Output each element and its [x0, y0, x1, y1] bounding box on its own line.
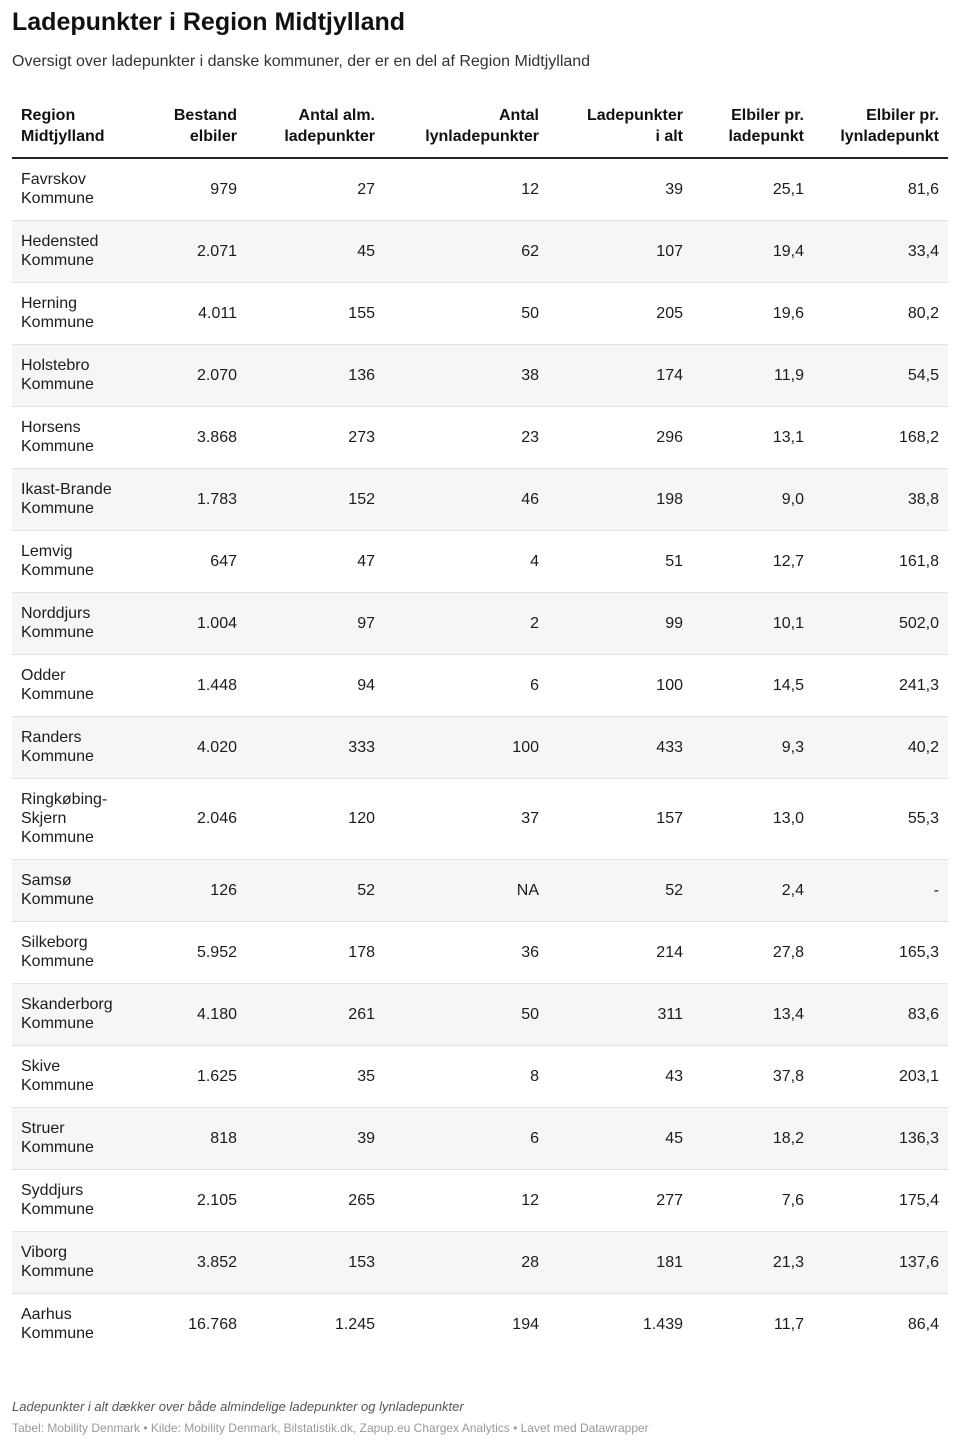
municipality-cell: [12, 654, 132, 716]
municipality-name-part: Kommune: [21, 1325, 94, 1343]
column-header-text: Midtjylland: [21, 128, 105, 145]
value-cell: 165,3: [813, 921, 948, 983]
value-cell: 27,8: [692, 921, 813, 983]
value-cell: 4: [384, 530, 548, 592]
value-cell: 99: [548, 592, 692, 654]
value-cell: 38,8: [813, 468, 948, 530]
municipality-cell: [12, 1045, 132, 1107]
data-table: [12, 95, 948, 1355]
column-header: [692, 95, 813, 158]
value-cell: 4.180: [132, 983, 246, 1045]
column-header-text: Elbiler pr.: [731, 107, 804, 124]
table-row: [12, 530, 948, 592]
value-cell: 18,2: [692, 1107, 813, 1169]
value-cell: 157: [548, 778, 692, 859]
value-cell: 1.625: [132, 1045, 246, 1107]
value-cell: 19,4: [692, 220, 813, 282]
municipality-cell: [12, 468, 132, 530]
value-cell: 1.439: [642, 1315, 683, 1333]
value-cell: 153: [246, 1231, 384, 1293]
value-cell: 28: [384, 1231, 548, 1293]
value-cell: 47: [246, 530, 384, 592]
value-cell: 13,4: [692, 983, 813, 1045]
municipality-name-part: Skive: [21, 1058, 61, 1075]
municipality-cell: [12, 1231, 132, 1293]
municipality-cell: [12, 716, 132, 778]
value-cell: 46: [384, 468, 548, 530]
value-cell: 83,6: [813, 983, 948, 1045]
column-header-text: Ladepunkter: [586, 107, 683, 124]
municipality-name-part: Horsens: [21, 419, 81, 436]
value-cell: 5.952: [132, 921, 246, 983]
value-cell: 43: [548, 1045, 692, 1107]
municipality-name-part: Kommune: [21, 1263, 94, 1280]
value-cell: 12,7: [692, 530, 813, 592]
column-header-text: lynladepunkter: [425, 128, 539, 145]
municipality-name-part: Aarhus: [21, 1306, 72, 1324]
column-header-text: Antal: [499, 107, 539, 124]
value-cell: 13,0: [692, 778, 813, 859]
value-cell: 277: [548, 1169, 692, 1231]
municipality-name-part: Ikast-Brande: [21, 481, 112, 498]
value-cell: 6: [384, 1107, 548, 1169]
municipality-name-part: Randers: [21, 729, 82, 746]
value-cell: 37: [384, 778, 548, 859]
column-header-text: Antal alm.: [298, 107, 375, 124]
table-row: [12, 468, 948, 530]
value-cell: 502,0: [813, 592, 948, 654]
value-cell: 2.105: [132, 1169, 246, 1231]
value-cell: 40,2: [813, 716, 948, 778]
value-cell: 137,6: [813, 1231, 948, 1293]
column-header: [246, 95, 384, 158]
value-cell: 126: [132, 859, 246, 921]
table-header: [12, 95, 948, 158]
footnote: Ladepunkter i alt dækker over både almindelige ladepunkter og lynladepunkter: [12, 1399, 464, 1414]
column-header-text: ladepunkter: [284, 128, 375, 145]
municipality-name-part: Hedensted: [21, 233, 99, 250]
value-cell: 161,8: [813, 530, 948, 592]
value-cell: 45: [246, 220, 384, 282]
value-cell: 2.046: [132, 778, 246, 859]
value-cell: 45: [548, 1107, 692, 1169]
value-cell: 80,2: [813, 282, 948, 344]
municipality-cell: [12, 921, 132, 983]
table-row: [12, 859, 948, 921]
value-cell: 7,6: [692, 1169, 813, 1231]
value-cell: 273: [246, 406, 384, 468]
value-cell: 2.070: [132, 344, 246, 406]
value-cell: 205: [548, 282, 692, 344]
column-header-text: Elbiler pr.: [866, 107, 939, 124]
value-cell: 52: [246, 859, 384, 921]
value-cell: 2,4: [692, 859, 813, 921]
value-cell: 94: [246, 654, 384, 716]
value-cell: 16.768: [188, 1315, 237, 1333]
value-cell: 333: [246, 716, 384, 778]
value-cell: 174: [548, 344, 692, 406]
value-cell: 23: [384, 406, 548, 468]
municipality-name-part: Kommune: [21, 1201, 94, 1218]
value-cell: 39: [548, 158, 692, 220]
value-cell: 12: [384, 158, 548, 220]
value-cell: 181: [548, 1231, 692, 1293]
table-row: [12, 716, 948, 778]
value-cell: 55,3: [813, 778, 948, 859]
value-cell: 1.783: [132, 468, 246, 530]
value-cell: 168,2: [813, 406, 948, 468]
value-cell: 36: [384, 921, 548, 983]
value-cell: 136: [246, 344, 384, 406]
value-cell: 50: [384, 983, 548, 1045]
municipality-cell: [12, 406, 132, 468]
municipality-name-part: Lemvig: [21, 543, 73, 560]
municipality-name-part: Kommune: [21, 190, 94, 208]
value-cell: 3.852: [132, 1231, 246, 1293]
municipality-name-part: Herning: [21, 295, 78, 312]
value-cell: 100: [384, 716, 548, 778]
value-cell: 9,3: [692, 716, 813, 778]
municipality-name-part: Kommune: [21, 1077, 94, 1094]
value-cell: 12: [384, 1169, 548, 1231]
value-cell: 50: [384, 282, 548, 344]
municipality-cell: [12, 1169, 132, 1231]
table-row: [12, 921, 948, 983]
value-cell: 1.245: [334, 1315, 375, 1333]
value-cell: 6: [384, 654, 548, 716]
municipality-name-part: Kommune: [21, 314, 94, 331]
column-header: [813, 95, 948, 158]
column-header-text: Bestand: [173, 107, 237, 124]
municipality-cell: [12, 1107, 132, 1169]
table-row: [12, 1231, 948, 1293]
value-cell: 4.020: [132, 716, 246, 778]
value-cell: 39: [246, 1107, 384, 1169]
value-cell: 1.004: [132, 592, 246, 654]
value-cell: 214: [548, 921, 692, 983]
column-header: [12, 95, 132, 158]
value-cell: 261: [246, 983, 384, 1045]
municipality-name-part: Norddjurs: [21, 605, 91, 622]
value-cell: 25,1: [692, 158, 813, 220]
table-row: [12, 1107, 948, 1169]
value-cell: 3.868: [132, 406, 246, 468]
municipality-name-part: Holstebro: [21, 357, 90, 374]
value-cell: 37,8: [692, 1045, 813, 1107]
municipality-name-part: Kommune: [21, 562, 94, 579]
municipality-name-part: Skjern: [21, 810, 67, 827]
value-cell: 11,9: [692, 344, 813, 406]
municipality-name-part: Ringkøbing-: [21, 791, 108, 808]
value-cell: 433: [548, 716, 692, 778]
table-row: [12, 1293, 948, 1355]
table-row: [12, 158, 948, 220]
municipality-name-part: Viborg: [21, 1244, 67, 1261]
municipality-name-part: Kommune: [21, 376, 94, 393]
table-row: [12, 592, 948, 654]
header-row: [12, 95, 948, 158]
chart-title: Ladepunkter i Region Midtjylland: [12, 8, 406, 36]
value-cell: 203,1: [813, 1045, 948, 1107]
municipality-name-part: Odder: [21, 667, 66, 684]
value-cell: 107: [548, 220, 692, 282]
value-cell: 19,6: [692, 282, 813, 344]
municipality-name-part: Skanderborg: [21, 996, 113, 1013]
table-row: [12, 983, 948, 1045]
column-header: [384, 95, 548, 158]
municipality-cell: [12, 592, 132, 654]
table-body: [12, 158, 948, 1355]
municipality-cell: [12, 530, 132, 592]
value-cell: NA: [384, 859, 548, 921]
column-header: [132, 95, 246, 158]
municipality-name-part: Kommune: [21, 891, 94, 908]
value-cell: 136,3: [813, 1107, 948, 1169]
source-line: Tabel: Mobility Denmark • Kilde: Mobility Denmark, Bilstatistik.dk, Zapup.eu Chargex Analytics • Lavet med Datawrapper: [12, 1421, 649, 1435]
municipality-cell: [12, 158, 132, 220]
municipality-name-part: Syddjurs: [21, 1182, 84, 1199]
column-header: [548, 95, 692, 158]
value-cell: 198: [548, 468, 692, 530]
municipality-name-part: Kommune: [21, 1015, 94, 1032]
table-row: [12, 344, 948, 406]
value-cell: 296: [548, 406, 692, 468]
municipality-name-part: Kommune: [21, 686, 94, 703]
column-header-text: Region: [21, 107, 76, 124]
value-cell: 54,5: [813, 344, 948, 406]
column-header-text: lynladepunkt: [840, 128, 939, 145]
table-row: [12, 220, 948, 282]
value-cell: 100: [548, 654, 692, 716]
column-header-text: elbiler: [189, 128, 237, 145]
table-row: [12, 282, 948, 344]
value-cell: 81,6: [813, 158, 948, 220]
municipality-name-part: Silkeborg: [21, 934, 88, 951]
municipality-name-part: Kommune: [21, 252, 94, 269]
value-cell: 10,1: [692, 592, 813, 654]
value-cell: -: [813, 859, 948, 921]
value-cell: 51: [548, 530, 692, 592]
value-cell: 175,4: [813, 1169, 948, 1231]
value-cell: 311: [548, 983, 692, 1045]
municipality-name-part: Kommune: [21, 748, 94, 765]
value-cell: 35: [246, 1045, 384, 1107]
municipality-cell: [12, 983, 132, 1045]
value-cell: 241,3: [813, 654, 948, 716]
value-cell: 8: [384, 1045, 548, 1107]
value-cell: 27: [246, 158, 384, 220]
value-cell: 62: [384, 220, 548, 282]
table-row: [12, 654, 948, 716]
column-header-text: ladepunkt: [728, 128, 804, 145]
table-row: [12, 406, 948, 468]
value-cell: 1.448: [132, 654, 246, 716]
value-cell: 647: [132, 530, 246, 592]
value-cell: 52: [548, 859, 692, 921]
municipality-name-part: Kommune: [21, 500, 94, 517]
municipality-name-part: Struer: [21, 1120, 65, 1137]
value-cell: 9,0: [692, 468, 813, 530]
value-cell: 265: [246, 1169, 384, 1231]
municipality-name-part: Favrskov: [21, 171, 86, 189]
value-cell: 21,3: [692, 1231, 813, 1293]
municipality-name-part: Kommune: [21, 829, 94, 846]
value-cell: 97: [246, 592, 384, 654]
value-cell: 979: [132, 158, 246, 220]
municipality-name-part: Kommune: [21, 624, 94, 641]
municipality-cell: [12, 778, 132, 859]
value-cell: 152: [246, 468, 384, 530]
chart-subtitle: Oversigt over ladepunkter i danske kommuner, der er en del af Region Midtjylland: [12, 53, 591, 70]
municipality-name-part: Kommune: [21, 1139, 94, 1156]
value-cell: 33,4: [813, 220, 948, 282]
value-cell: 194: [512, 1315, 539, 1333]
municipality-name-part: Kommune: [21, 953, 94, 970]
municipality-cell: [12, 1293, 132, 1355]
value-cell: 11,7: [774, 1315, 804, 1333]
value-cell: 178: [246, 921, 384, 983]
value-cell: 86,4: [907, 1315, 939, 1333]
value-cell: 38: [384, 344, 548, 406]
municipality-name-part: Samsø: [21, 872, 72, 889]
table-row: [12, 778, 948, 859]
value-cell: 14,5: [692, 654, 813, 716]
municipality-name-part: Kommune: [21, 438, 94, 455]
municipality-cell: [12, 859, 132, 921]
municipality-cell: [12, 344, 132, 406]
value-cell: 120: [246, 778, 384, 859]
value-cell: 2.071: [132, 220, 246, 282]
value-cell: 818: [132, 1107, 246, 1169]
municipality-cell: [12, 282, 132, 344]
value-cell: 155: [246, 282, 384, 344]
value-cell: 13,1: [692, 406, 813, 468]
column-header-text: i alt: [655, 128, 683, 145]
table-row: [12, 1045, 948, 1107]
table-row: [12, 1169, 948, 1231]
value-cell: 4.011: [132, 282, 246, 344]
value-cell: 2: [384, 592, 548, 654]
municipality-cell: [12, 220, 132, 282]
